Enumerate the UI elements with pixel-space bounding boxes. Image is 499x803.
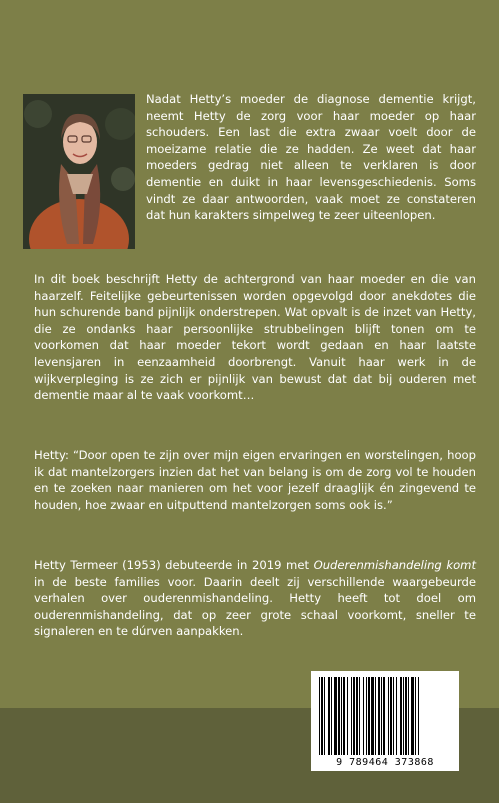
barcode-bar: [403, 677, 404, 755]
author-bio-text-start: Hetty Termeer (1953) debuteerde in 2019 met: [34, 558, 314, 572]
barcode-bar: [396, 677, 397, 755]
author-bio-paragraph: [34, 557, 476, 640]
barcode-bar: [353, 677, 355, 755]
barcode-bar: [356, 677, 358, 755]
barcode-bar: [324, 677, 325, 755]
barcode-bar: [343, 677, 345, 755]
barcode-bar: [371, 677, 374, 755]
barcode-bar: [375, 677, 376, 755]
quote-paragraph: Hetty: “Door open te zijn over mijn eigen ervaringen en worstelingen, hoop ik dat mantelzorgers inzien dat het van belang is om de zorg vol te houden en te zoeken naar manieren om het voor jezelf draaglijk én zingevend te houden, hoe zwaar en uitputtend mantelzorgen soms ook is.”: [34, 448, 476, 512]
author-bio-text-end: in de beste families voor. Daarin deelt zij verschillende waargebeurde verhalen over ouderenmishandeling. Hetty heeft tot doel om ouderenmishandeling, dat op zeer grote schaal voorkomt, sneller te signaleren en te dúrven aanpakken.: [34, 574, 476, 639]
barcode-bar: [338, 677, 340, 755]
barcode-bar: [368, 677, 370, 755]
summary-paragraph: In dit boek beschrijft Hetty de achtergrond van haar moeder en die van haarzelf. Feitelijke gebeurtenissen worden opgevolgd door anekdotes die hun schurende band pijnlijk onderstrepen. Wat opvalt is de inzet van Hetty, die ze ondanks haar persoonlijke strubbelingen blijft tonen om te voorkomen dat haar moeder tekort wordt gedaan en haar laatste levensjaren in eenzaamheid doorbrengt. Vanuit haar werk in de wijkverpleging is ze zich er pijnlijk van bewust dat dat bij ouderen met dementie maar al te vaak voorkomt…: [34, 272, 476, 403]
barcode-bar: [405, 677, 407, 755]
barcode-bar: [319, 677, 320, 755]
author-photo: [23, 94, 135, 249]
barcode-bars: [317, 677, 453, 755]
barcode-bar: [378, 677, 380, 755]
isbn-number: 9 789464 373868: [336, 757, 434, 768]
barcode-bar: [321, 677, 323, 755]
barcode-bar: [347, 677, 348, 755]
barcode-bar: [383, 677, 385, 755]
barcode-bar: [381, 677, 382, 755]
isbn-barcode: [311, 671, 459, 771]
barcode-bar: [334, 677, 337, 755]
barcode-bar: [418, 677, 419, 755]
barcode-bar: [388, 677, 389, 755]
barcode-bar: [363, 677, 364, 755]
barcode-bar: [393, 677, 394, 755]
intro-paragraph: Nadat Hetty’s moeder de diagnose dementie krijgt, neemt Hetty de zorg voor haar moeder op haar schouders. Een last die extra zwaar voelt door de moeizame relatie die ze hadden. Ze weet dat haar moeders gedrag niet alleen te verklaren is door dementie en duikt in haar levensgeschiedenis. Soms vindt ze daar antwoorden, vaak moet ze constateren dat hun karakters simpelweg te zeer uiteenlopen.: [146, 92, 476, 223]
barcode-bar: [351, 677, 352, 755]
barcode-bar: [366, 677, 367, 755]
barcode-bar: [331, 677, 332, 755]
barcode-bar: [400, 677, 402, 755]
barcode-bar: [328, 677, 330, 755]
barcode-bar: [359, 677, 360, 755]
barcode-bar: [390, 677, 392, 755]
barcode-bar: [415, 677, 416, 755]
barcode-bar: [411, 677, 414, 755]
barcode-bar: [341, 677, 342, 755]
previous-book-title: Ouderenmishandeling komt: [313, 558, 477, 572]
barcode-bar: [408, 677, 409, 755]
